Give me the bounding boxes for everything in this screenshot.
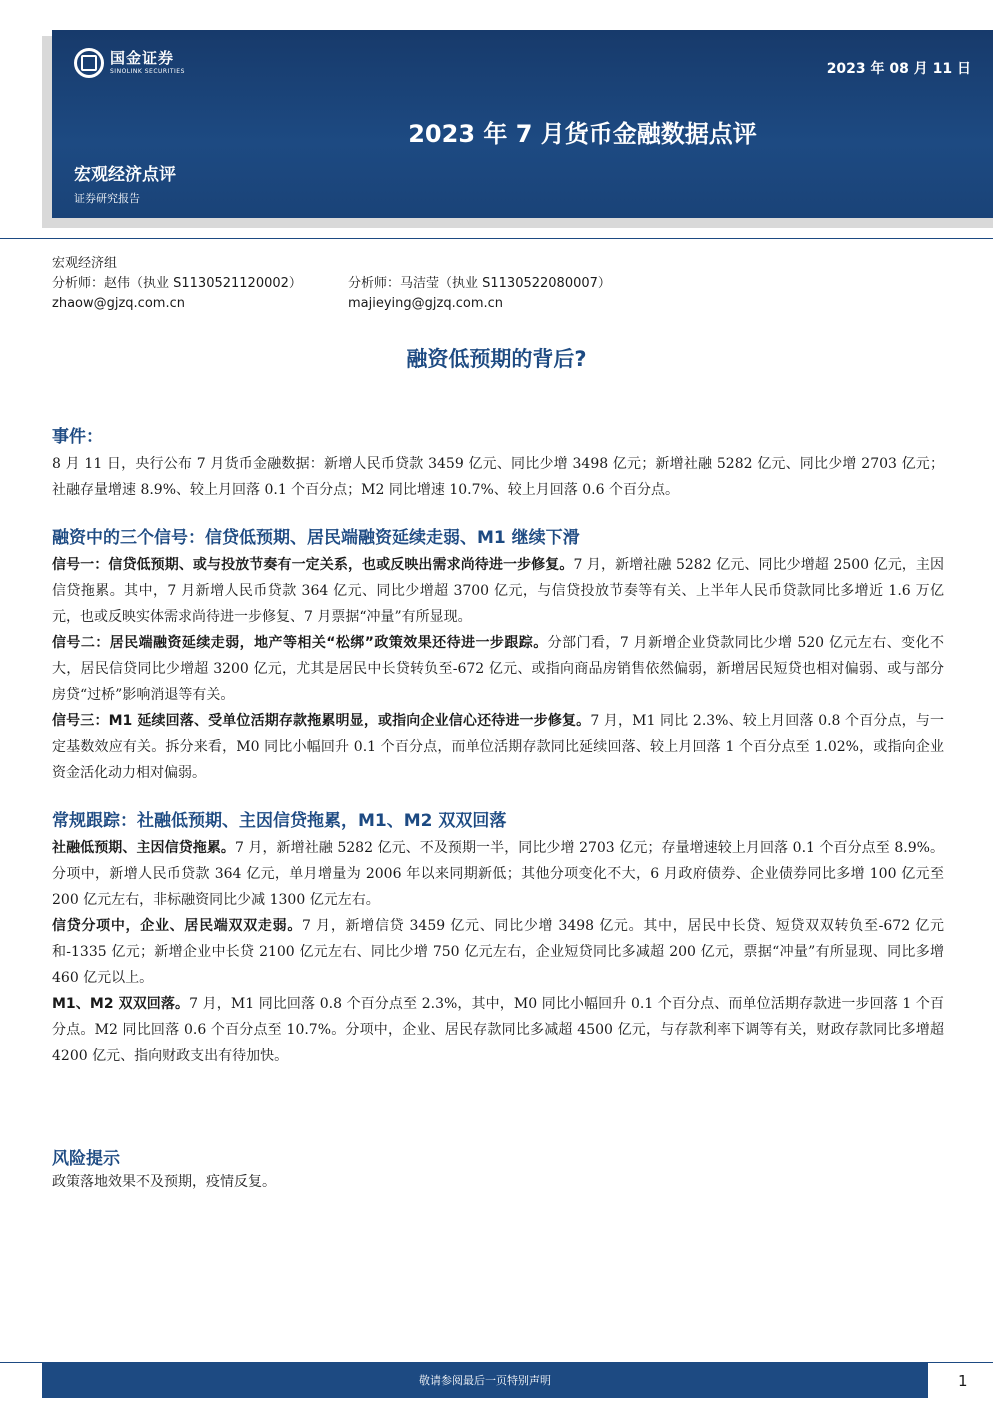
section-heading: 事件： [52,427,103,447]
author-group: 宏观经济组 [52,256,118,271]
report-category: 宏观经济点评 [74,165,176,185]
section-heading: 风险提示 [52,1149,120,1169]
section-signals [52,523,944,786]
header-rule [0,238,993,239]
paragraph: 信号一：信贷低预期、或与投放节奏有一定关系，也或反映出需求尚待进一步修复。7 月，新增社融 5282 亿元、同比少增超 2500 亿元，主因信贷拖累。其中，7 月新增人民币贷款 364 亿元、同比少增超 3700 亿元，与信贷投放节奏等有关、上半年人民币贷款同比多增近 1.6 万亿元，也或反映实体需求尚待进一步修复、7 月票据“冲量”有所显现。 [52,557,944,625]
author-1-name: 分析师：赵伟（执业 S1130521120002） [52,276,302,291]
logo-mark-icon [74,48,104,78]
report-body [52,422,944,1089]
paragraph: 信号三：M1 延续回落、受单位活期存款拖累明显，或指向企业信心还待进一步修复。7 月，M1 同比 2.3%、较上月回落 0.8 个百分点，与一定基数效应有关。拆分来看，M0 同比小幅回升 0.1 个百分点，而单位活期存款同比延续回落、较上月回落 1 个百分点至 1.02%，或指向企业资金活化动力相对偏弱。 [52,713,944,781]
paragraph: 政策落地效果不及预期，疫情反复。 [52,1174,276,1190]
section-heading: 融资中的三个信号：信贷低预期、居民端融资延续走弱、M1 继续下滑 [52,528,580,548]
company-logo [74,48,185,78]
paragraph: M1、M2 双双回落。7 月，M1 同比回落 0.8 个百分点至 2.3%，其中，M0 同比小幅回升 0.1 个百分点、而单位活期存款进一步回落 1 个百分点。M2 同比回落 0.6 个百分点至 10.7%。分项中，企业、居民存款同比多减超 4500 亿元，与存款利率下调等有关，财政存款同比多增超 4200 亿元、指向财政支出有待加快。 [52,996,944,1064]
section-risk [52,1144,944,1195]
report-date: 2023 年 08 月 11 日 [826,61,971,77]
headline: 融资低预期的背后? [406,347,587,371]
section-tracking [52,806,944,1069]
report-subcategory: 证券研究报告 [74,192,140,205]
section-heading: 常规跟踪：社融低预期、主因信贷拖累，M1、M2 双双回落 [52,811,507,831]
author-2-name: 分析师：马洁莹（执业 S1130522080007） [348,276,611,291]
page-number: 1 [958,1372,968,1390]
paragraph: 社融低预期、主因信贷拖累。7 月，新增社融 5282 亿元、不及预期一半，同比少增 2703 亿元；存量增速较上月回落 0.1 个百分点至 8.9%。分项中，新增人民币贷款 364 亿元，单月增量为 2006 年以来同期新低；其他分项变化不大，6 月政府债券、企业债券同比多增 100 亿元至 200 亿元左右，非标融资同比少减 1300 亿元左右。 [52,840,944,908]
paragraph: 信贷分项中，企业、居民端双双走弱。7 月，新增信贷 3459 亿元、同比少增 3498 亿元。其中，居民中长贷、短贷双双转负至-672 亿元和-1335 亿元；新增企业中长贷 2100 亿元左右、同比少增 750 亿元左右，企业短贷同比多减超 200 亿元，票据“冲量”有所显现、同比多增 460 亿元以上。 [52,918,944,986]
section-event [52,422,944,503]
report-banner [52,30,993,218]
report-title: 2023 年 7 月货币金融数据点评 [408,120,757,148]
author-2-email: majieying@gjzq.com.cn [348,296,504,311]
author-1-email: zhaow@gjzq.com.cn [52,296,185,311]
paragraph: 信号二：居民端融资延续走弱，地产等相关“松绑”政策效果还待进一步跟踪。分部门看，7 月新增企业贷款同比少增 520 亿元左右、变化不大，居民信贷同比少增超 3200 亿元，尤其是居民中长贷转负至-672 亿元、或指向商品房销售依然偏弱，新增居民短贷也相对偏弱、或与部分房贷“过桥”影响消退等有关。 [52,635,944,703]
logo-cn-text: 国金证券 [110,49,175,67]
logo-en-text: SINOLINK SECURITIES [110,68,185,75]
paragraph: 8 月 11 日，央行公布 7 月货币金融数据：新增人民币贷款 3459 亿元、同比少增 3498 亿元；新增社融 5282 亿元、同比少增 2703 亿元；社融存量增速 8.9%、较上月回落 0.1 个百分点；M2 同比增速 10.7%、较上月回落 0.6 个百分点。 [52,456,944,498]
footer-notice: 敬请参阅最后一页特别声明 [42,1362,928,1398]
